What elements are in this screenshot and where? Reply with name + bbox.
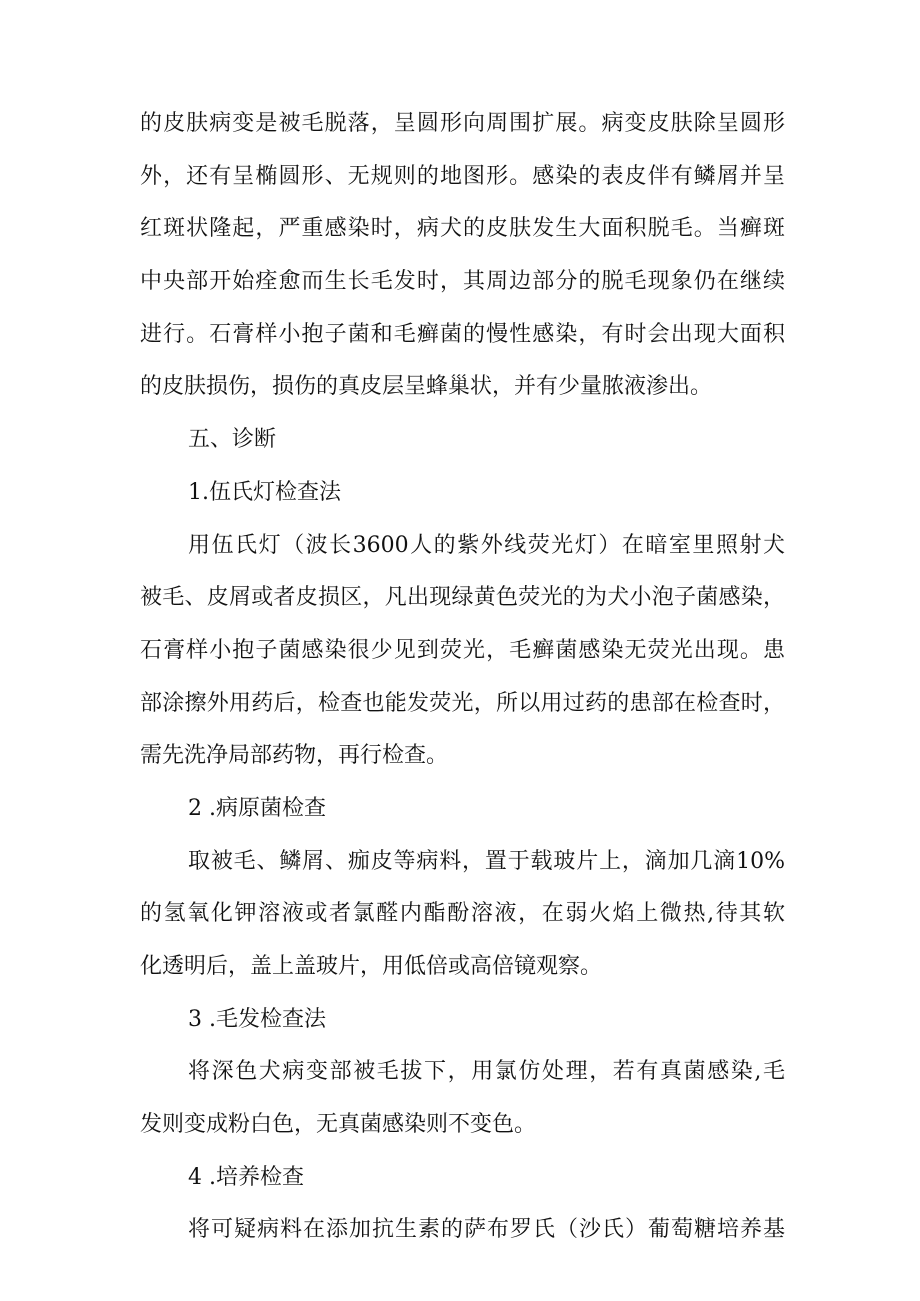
- paragraph-line: 的皮肤损伤，损伤的真皮层呈蜂巢状，并有少量脓液渗出。: [140, 374, 713, 400]
- document-page: [140, 108, 785, 1267]
- section-heading: 五、诊断: [188, 427, 277, 453]
- paragraph-line: 部涂擦外用药后，检查也能发荧光，所以用过药的患部在检查时，: [140, 690, 785, 716]
- paragraph-line: 将可疑病料在添加抗生素的萨布罗氏（沙氏）葡萄糖培养基: [188, 1217, 785, 1243]
- paragraph-line: 进行。石膏样小抱子菌和毛癣菌的慢性感染，有时会出现大面积: [140, 321, 785, 347]
- paragraph-line: 的皮肤病变是被毛脱落，呈圆形向周围扩展。病变皮肤除呈圆形: [140, 111, 785, 136]
- paragraph-line: 被毛、皮屑或者皮损区，凡出现绿黄色荧光的为犬小泡子菌感染，: [140, 585, 785, 611]
- paragraph-line: 用伍氏灯（波长3600人的紫外线荧光灯）在暗室里照射犬: [188, 532, 785, 558]
- paragraph-line: 化透明后，盖上盖玻片，用低倍或高倍镜观察。: [140, 954, 603, 979]
- paragraph-line: 的氢氧化钾溶液或者氯醛内酯酚溶液，在弱火焰上微热,待其软: [140, 901, 785, 927]
- paragraph-line: 石膏样小抱子菌感染很少见到荧光，毛癣菌感染无荧光出现。患: [140, 637, 785, 663]
- paragraph-line: 将深色犬病变部被毛拔下，用氯仿处理，若有真菌感染,毛: [188, 1059, 785, 1085]
- subsection-heading: 1.伍氏灯检查法: [188, 479, 341, 505]
- subsection-heading: 3 .毛发检查法: [188, 1006, 326, 1032]
- subsection-heading: 4 .培养检查: [188, 1164, 304, 1190]
- paragraph-line: 外，还有呈椭圆形、无规则的地图形。感染的表皮伴有鳞屑并呈: [140, 163, 785, 189]
- paragraph-line: 发则变成粉白色，无真菌感染则不变色。: [140, 1112, 537, 1138]
- paragraph-line: 取被毛、鳞屑、痂皮等病料，置于载玻片上，滴加几滴10%: [188, 848, 785, 874]
- subsection-heading: 2 .病原菌检查: [188, 795, 326, 821]
- paragraph-line: 需先洗净局部药物，再行检查。: [140, 743, 449, 769]
- paragraph-line: 中央部开始痊愈而生长毛发时，其周边部分的脱毛现象仍在继续: [140, 269, 785, 295]
- paragraph-line: 红斑状隆起，严重感染时，病犬的皮肤发生大面积脱毛。当癣斑: [140, 216, 785, 242]
